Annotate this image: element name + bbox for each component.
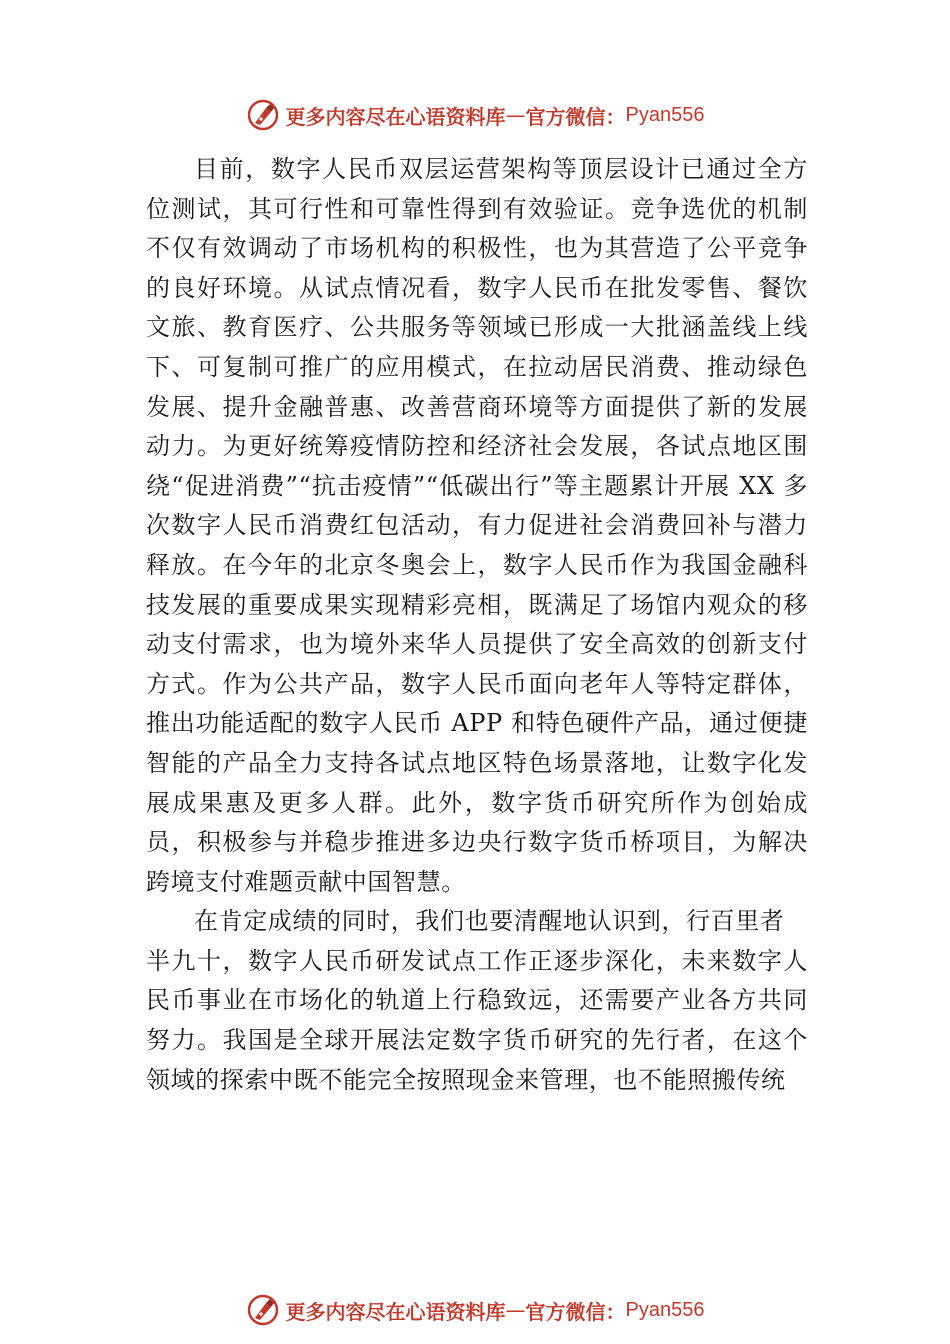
- header-banner: [0, 95, 950, 135]
- header-wechat-handle: Pyan556: [625, 103, 705, 126]
- footer-banner: [0, 1290, 950, 1330]
- pen-nib-logo-icon: [246, 1293, 280, 1327]
- header-brand-text: 更多内容尽在心语资料库: [285, 104, 506, 129]
- paragraph-2-continued: 半九十，数字人民币研发试点工作正逐步深化，未来数字人民币事业在市场化的轨道上行稳致远，还需要产业各方共同努力。我国是全球开展法定数字货币研究的先行者，在这个领域的探索中既不能完全按照现金来管理，也不能照搬传统: [146, 946, 808, 1094]
- header-separator: —: [505, 103, 526, 127]
- paragraph-2-start: 在肯定成绩的同时，我们也要清醒地认识到，行百里者: [194, 907, 785, 936]
- footer-official-label: 官方微信：: [525, 1299, 626, 1324]
- paragraph-1: 目前，数字人民币双层运营架构等顶层设计已通过全方位测试，其可行性和可靠性得到有效验证。竞争选优的机制不仅有效调动了市场机构的积极性，也为其营造了公平竞争的良好环境。从试点情况看，数字人民币在批发零售、餐饮文旅、教育医疗、公共服务等领域已形成一大批涵盖线上线下、可复制可推广的应用模式，在拉动居民消费、推动绿色发展、提升金融普惠、改善营商环境等方面提供了新的发展动力。为更好统筹疫情防控和经济社会发展，各试点地区围绕“促进消费”“抗击疫情”“低碳出行”等主题累计开展 XX 多次数字人民币消费红包活动，有力促进社会消费回补与潜力释放。在今年的北京冬奥会上，数字人民币作为我国金融科技发展的重要成果实现精彩亮相，既满足了场馆内观众的移动支付需求，也为境外来华人员提供了安全高效的创新支付方式。作为公共产品，数字人民币面向老年人等特定群体，推出功能适配的数字人民币 APP 和特色硬件产品，通过便捷智能的产品全力支持各试点地区特色场景落地，让数字化发展成果惠及更多人群。此外，数字货币研究所作为创始成员，积极参与并稳步推进多边央行数字货币桥项目，为解决跨境支付难题贡献中国智慧。: [146, 155, 808, 896]
- footer-separator: —: [505, 1298, 526, 1322]
- pen-nib-logo-icon: [246, 98, 280, 132]
- document-body: [146, 150, 808, 1100]
- footer-brand-text: 更多内容尽在心语资料库: [285, 1299, 506, 1324]
- footer-wechat-handle: Pyan556: [625, 1298, 705, 1321]
- header-official-label: 官方微信：: [525, 104, 626, 129]
